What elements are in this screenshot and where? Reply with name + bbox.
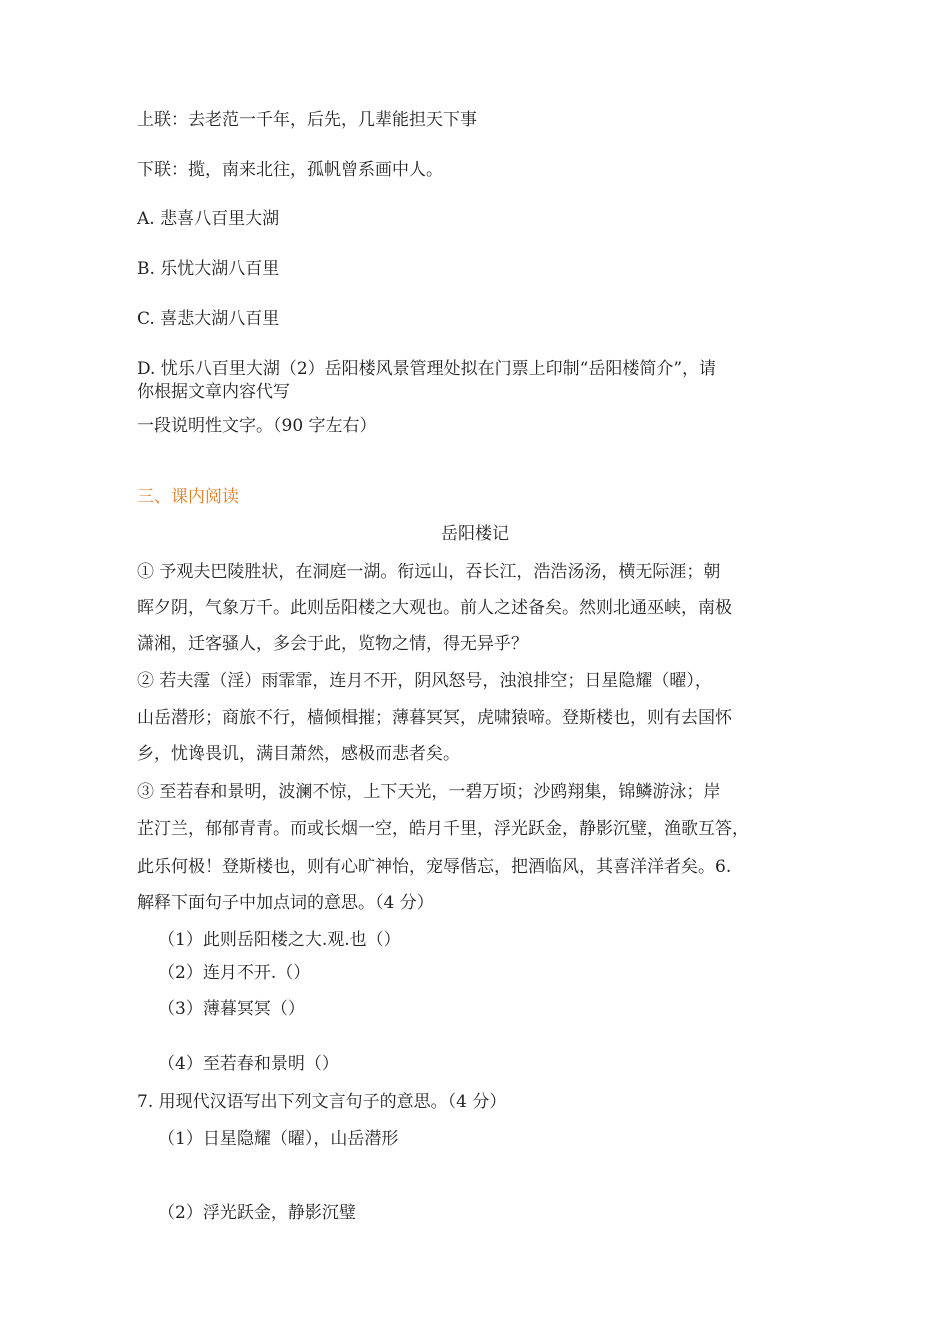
question-7-stem: 7. 用现代汉语写出下列文言句子的意思。（4 分）	[137, 1092, 507, 1112]
passage-line: ③ 至若春和景明，波澜不惊，上下天光，一碧万顷；沙鸥翔集，锦鳞游泳；岸	[137, 782, 721, 802]
task-line-1: 你根据文章内容代写	[137, 382, 290, 402]
q7-item-2: （2）浮光跃金，静影沉璧	[158, 1203, 356, 1223]
task-line-2: 一段说明性文字。（90 字左右）	[137, 416, 377, 436]
couplet-lower: 下联：揽，南来北往，孤帆曾系画中人。	[137, 160, 443, 180]
passage-line: 乡，忧谗畏讥，满目萧然，感极而悲者矣。	[137, 744, 460, 764]
q7-item-1: （1）日星隐耀（曜），山岳潜形	[158, 1129, 399, 1149]
option-a: A. 悲喜八百里大湖	[137, 209, 280, 229]
passage-line: 晖夕阴，气象万千。此则岳阳楼之大观也。前人之述备矣。然则北通巫峡，南极	[137, 598, 732, 618]
q6-item-1: （1）此则岳阳楼之大.观.也（）	[158, 930, 401, 950]
passage-line: 此乐何极！登斯楼也，则有心旷神怡，宠辱偕忘，把酒临风，其喜洋洋者矣。6.	[137, 857, 732, 877]
passage-line: 芷汀兰，郁郁青青。而或长烟一空，皓月千里，浮光跃金，静影沉璧，渔歌互答，	[137, 819, 749, 839]
q6-item-3: （3）薄暮冥冥（）	[158, 999, 305, 1019]
passage-line: ② 若夫霪（淫）雨霏霏，连月不开，阴风怒号，浊浪排空；日星隐耀（曜），	[137, 671, 712, 691]
passage-title: 岳阳楼记	[441, 524, 509, 544]
section-title: 三、课内阅读	[137, 487, 239, 507]
q6-item-2: （2）连月不开.（）	[158, 963, 311, 983]
passage-line: 山岳潜形；商旅不行，樯倾楫摧；薄暮冥冥，虎啸猿啼。登斯楼也，则有去国怀	[137, 708, 732, 728]
option-c: C. 喜悲大湖八百里	[137, 309, 280, 329]
question-6-stem: 解释下面句子中加点词的意思。（4 分）	[137, 893, 434, 913]
option-d: D. 忧乐八百里大湖（2）岳阳楼风景管理处拟在门票上印制“岳阳楼简介”，请	[137, 359, 717, 379]
option-b: B. 乐忧大湖八百里	[137, 259, 280, 279]
couplet-upper: 上联：去老范一千年，后先，几辈能担天下事	[137, 110, 477, 130]
passage-line: ① 予观夫巴陵胜状，在洞庭一湖。衔远山，吞长江，浩浩汤汤，横无际涯；朝	[137, 562, 721, 582]
passage-line: 潇湘，迁客骚人，多会于此，览物之情，得无异乎？	[137, 634, 528, 654]
q6-item-4: （4）至若春和景明（）	[158, 1054, 339, 1074]
